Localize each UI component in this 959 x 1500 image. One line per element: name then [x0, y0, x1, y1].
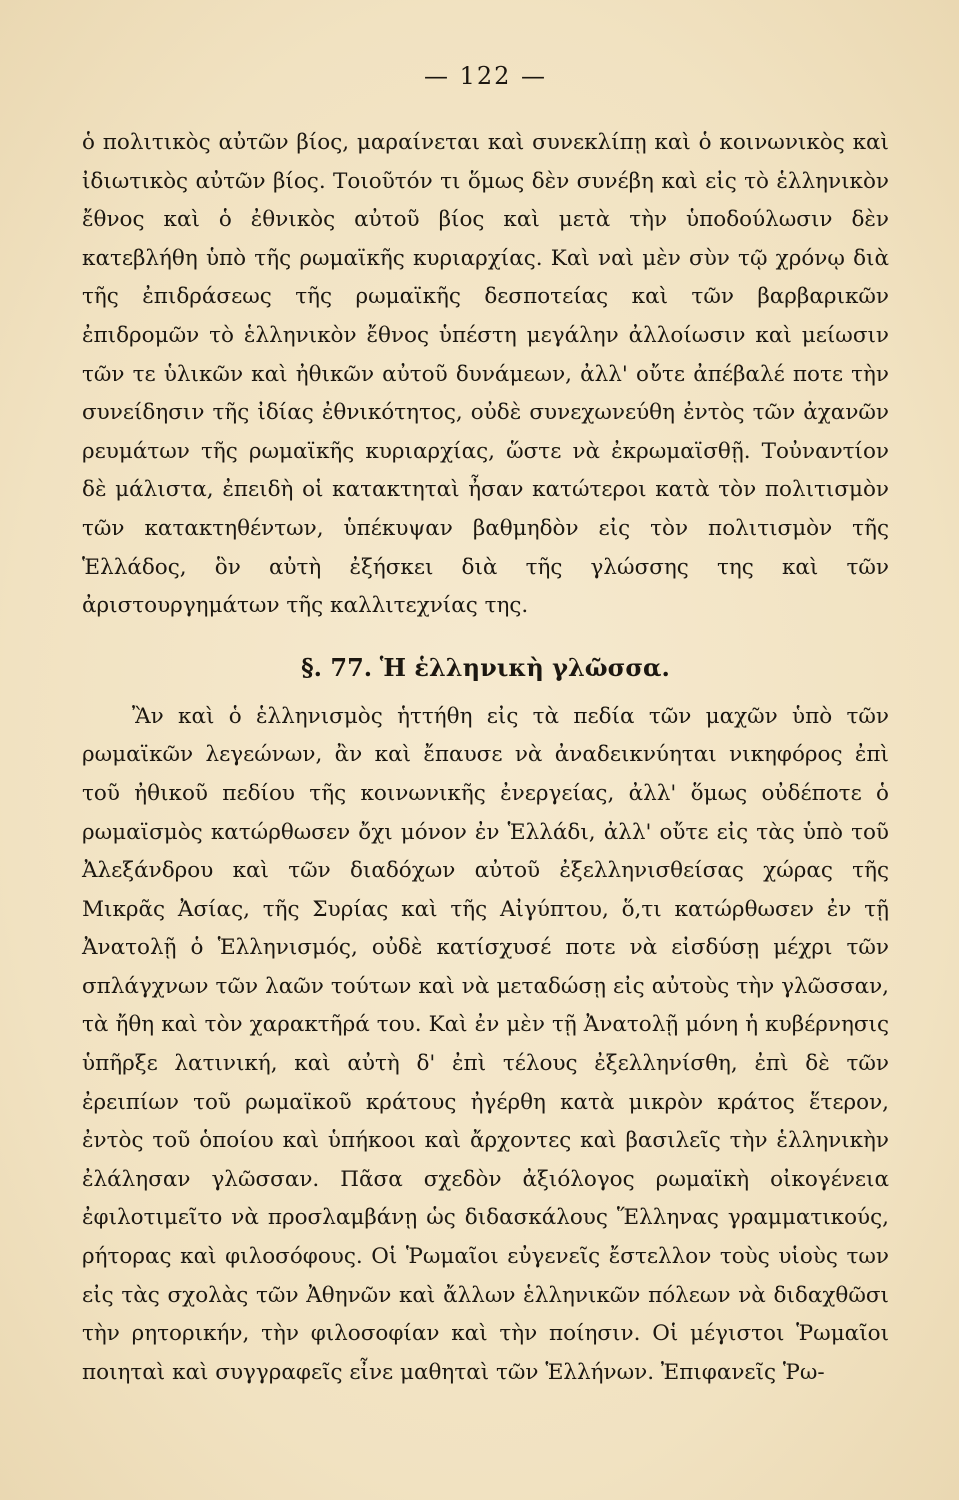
paragraph-2: [82, 698, 889, 1393]
paragraph-1: [82, 124, 889, 626]
page-number: — 122 —: [423, 62, 548, 90]
section-heading: [82, 648, 889, 688]
section-number: §. 77.: [301, 652, 373, 682]
section-title: Ἡ ἑλληνικὴ γλῶσσα.: [379, 652, 670, 682]
paragraph-2-text: Ἂν καὶ ὁ ἑλληνισμὸς ἡττήθη εἰς τὰ πεδία τῶν μαχῶν ὑπὸ τῶν ρωμαϊκῶν λεγεώνων, ἂν καὶ ἔπαυσε νὰ ἀναδεικνύηται νικηφόρος ἐπὶ τοῦ ἠθικοῦ πεδίου τῆς κοινωνικῆς ἐνεργείας, ἀλλ' ὅμως οὐδέποτε ὁ ρωμαϊσμὸς κατώρθωσεν ὄχι μόνον ἐν Ἑλλάδι, ἀλλ' οὔτε εἰς τὰς ὑπὸ τοῦ Ἀλεξάνδρου καὶ τῶν διαδόχων αὐτοῦ ἐξελληνισθείσας χώρας τῆς Μικρᾶς Ἀσίας, τῆς Συρίας καὶ τῆς Αἰγύπτου, ὅ,τι κατώρθωσεν ἐν τῇ Ἀνατολῇ ὁ Ἑλληνισμός, οὐδὲ κατίσχυσέ ποτε νὰ εἰσδύσῃ μέχρι τῶν σπλάγχνων τῶν λαῶν τούτων καὶ νὰ μεταδώσῃ εἰς αὐτοὺς τὴν γλῶσσαν, τὰ ἤθη καὶ τὸν χαρακτῆρά του. Καὶ ἐν μὲν τῇ Ἀνατολῇ μόνη ἡ κυβέρνησις ὑπῆρξε λατινική, καὶ αὐτὴ δ' ἐπὶ τέλους ἐξελληνίσθη, ἐπὶ δὲ τῶν ἐρειπίων τοῦ ρωμαϊκοῦ κράτους ἠγέρθη κατὰ μικρὸν κράτος ἕτερον, ἐντὸς τοῦ ὁποίου καὶ ὑπήκοοι καὶ ἄρχοντες καὶ βασιλεῖς τὴν ἑλληνικὴν ἐλάλησαν γλῶσσαν. Πᾶσα σχεδὸν ἀξιόλογος ρωμαϊκὴ οἰκογένεια ἐφιλοτιμεῖτο νὰ προσλαμβάνῃ ὡς διδασκάλους Ἕλληνας γραμματικούς, ρήτορας καὶ φιλοσόφους. Οἱ Ῥωμαῖοι εὐγενεῖς ἔστελλον τοὺς υἱοὺς των εἰς τὰς σχολὰς τῶν Ἀθηνῶν καὶ ἄλλων ἑλληνικῶν πόλεων νὰ διδαχθῶσι τὴν ρητορικήν, τὴν φιλοσοφίαν καὶ τὴν ποίησιν. Οἱ μέγιστοι Ῥωμαῖοι ποιηταὶ καὶ συγγραφεῖς εἶνε μαθηταὶ τῶν Ἑλλήνων. Ἐπιφανεῖς Ῥω-: [82, 703, 889, 1385]
paragraph-1-text: ὁ πολιτικὸς αὐτῶν βίος, μαραίνεται καὶ συνεκλίπῃ καὶ ὁ κοινωνικὸς καὶ ἰδιωτικὸς αὐτῶν βίος. Τοιοῦτόν τι ὅμως δὲν συνέβη καὶ εἰς τὸ ἑλληνικὸν ἔθνος καὶ ὁ ἐθνικὸς αὐτοῦ βίος καὶ μετὰ τὴν ὑποδούλωσιν δὲν κατεβλήθη ὑπὸ τῆς ρωμαϊκῆς κυριαρχίας. Καὶ ναὶ μὲν σὺν τῷ χρόνῳ διὰ τῆς ἐπιδράσεως τῆς ρωμαϊκῆς δεσποτείας καὶ τῶν βαρβαρικῶν ἐπιδρομῶν τὸ ἑλληνικὸν ἔθνος ὑπέστη μεγάλην ἀλλοίωσιν καὶ μείωσιν τῶν τε ὑλικῶν καὶ ἠθικῶν αὐτοῦ δυνάμεων, ἀλλ' οὔτε ἀπέβαλέ ποτε τὴν συνείδησιν τῆς ἰδίας ἐθνικότητος, οὐδὲ συνεχωνεύθη ἐντὸς τῶν ἀχανῶν ρευμάτων τῆς ρωμαϊκῆς κυριαρχίας, ὥστε νὰ ἐκρωμαϊσθῇ. Τοὐναντίον δὲ μάλιστα, ἐπειδὴ οἱ κατακτηταὶ ἦσαν κατώτεροι κατὰ τὸν πολιτισμὸν τῶν κατακτηθέντων, ὑπέκυψαν βαθμηδὸν εἰς τὸν πολιτισμὸν τῆς Ἑλλάδος, ὃν αὐτὴ ἐξήσκει διὰ τῆς γλώσσης της καὶ τῶν ἀριστουργημάτων τῆς καλλιτεχνίας της.: [82, 130, 889, 619]
